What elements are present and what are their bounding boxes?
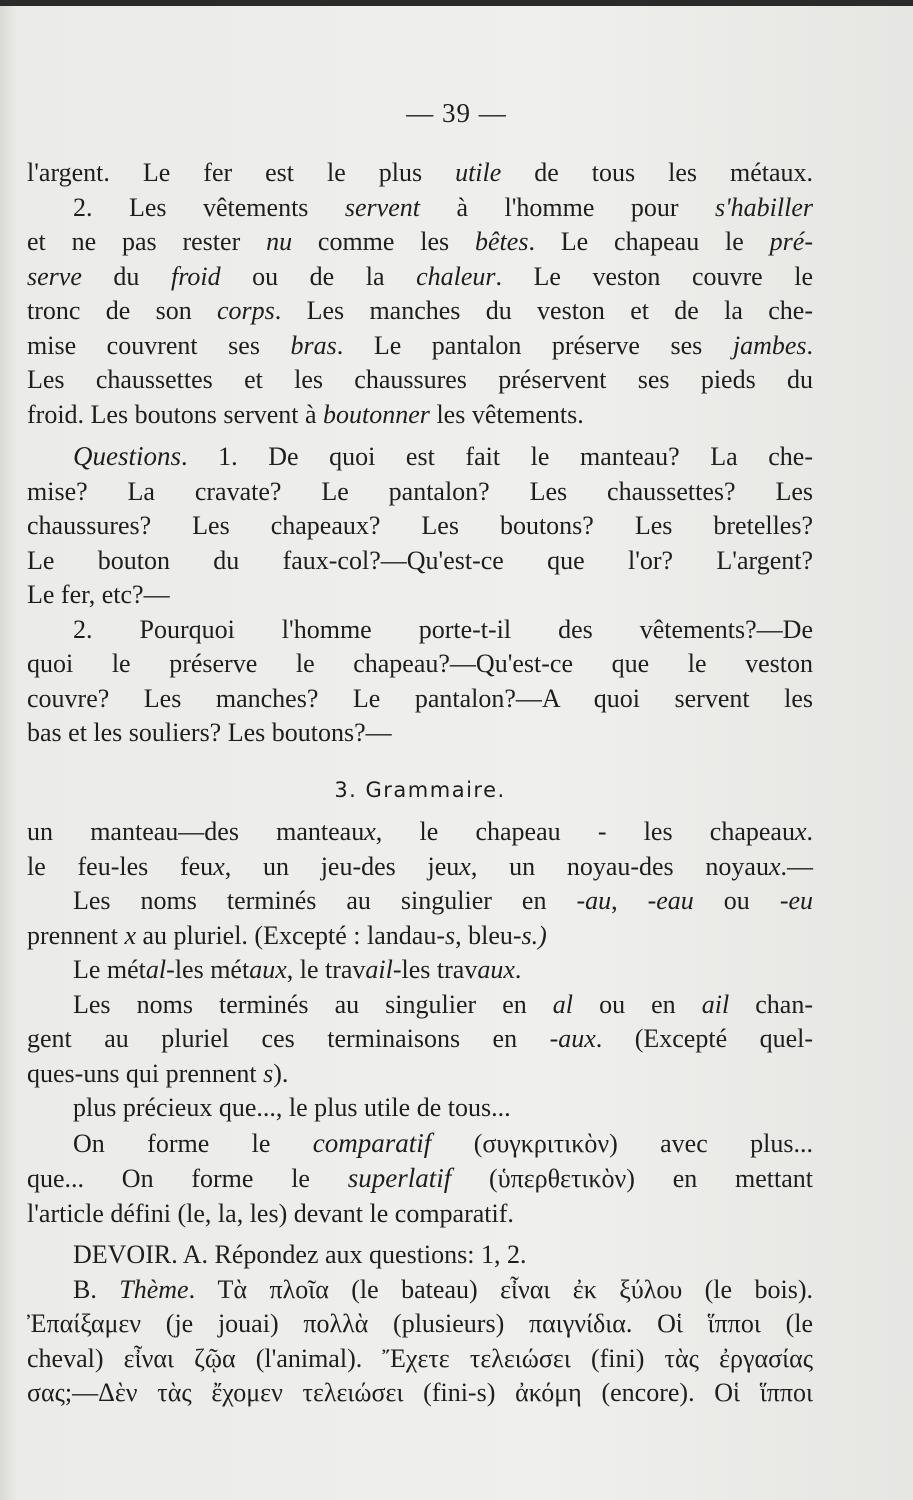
text-line: ques-uns qui prennent s).: [27, 1058, 289, 1088]
text-line: tronc de son corps. Les manches du veston et de la che-: [27, 296, 813, 325]
text-line: et ne pas rester nu comme les bêtes. Le chapeau le pré-: [27, 227, 813, 256]
text-line: bas et les souliers? Les boutons?—: [27, 718, 392, 747]
text-line: Les noms terminés au singulier en -au, -eau ou -eu: [73, 886, 814, 915]
text-line: Les chaussettes et les chaussures préservent ses pieds du: [27, 365, 813, 394]
text-line: Ἐπαίξαμεν (je jouai) πολλὰ (plusieurs) παιγνίδια. Οἱ ἵπποι (le: [27, 1309, 813, 1338]
questions-label: Questions: [73, 441, 181, 471]
text-line: quoi le préserve le chapeau?—Qu'est-ce que le veston: [27, 649, 813, 678]
text-line: On forme le comparatif (συγκριτικὸν) avec plus...: [73, 1127, 813, 1158]
text-line: froid. Les boutons servent à boutonner les vêtements.: [27, 399, 584, 429]
text-line: Le bouton du faux-col?—Qu'est-ce que l'or? L'argent?: [27, 545, 813, 575]
text-line: σας;—Δὲν τὰς ἔχομεν τελειώσει (fini-s) ἀκόμη (encore). Οἱ ἵπποι: [27, 1378, 813, 1407]
page-number: — 39 —: [406, 98, 507, 128]
section-heading: 3. Grammaire.: [334, 777, 506, 802]
text-line: B. Thème. Τὰ πλοῖα (le bateau) εἶναι ἐκ ξύλου (le bois).: [73, 1274, 813, 1304]
text-line: l'article défini (le, la, les) devant le comparatif.: [27, 1198, 514, 1228]
text-line: plus précieux que..., le plus utile de tous...: [73, 1093, 511, 1122]
text-line: mise couvrent ses bras. Le pantalon préserve ses jambes.: [27, 330, 814, 360]
text-line: Le fer, etc?—: [27, 580, 170, 609]
text-line: gent au pluriel ces terminaisons en -aux. (Excepté quel-: [27, 1024, 813, 1053]
text-line: serve du froid ou de la chaleur. Le veston couvre le: [27, 261, 813, 291]
text-line: le feu-les feux, un jeu-des jeux, un noyau-des noyaux.—: [27, 851, 814, 881]
text-line: que... On forme le superlatif (ὑπερθετικὸν) en mettant: [27, 1163, 813, 1193]
text-line: 2. Les vêtements servent à l'homme pour s'habiller: [73, 192, 814, 222]
text-line: 2. Pourquoi l'homme porte-t-il des vêtements?—De: [73, 614, 813, 644]
text-line: mise? La cravate? Le pantalon? Les chaussettes? Les: [27, 476, 813, 506]
text-line: cheval) εἶναι ζῷα (l'animal). Ἔχετε τελειώσει (fini) τὰς ἐργασίας: [27, 1343, 813, 1373]
text-line: DEVOIR. A. Répondez aux questions: 1, 2.: [73, 1240, 527, 1269]
questions-line: Questions. 1. De quoi est fait le manteau? La che-: [73, 441, 813, 471]
text-line: chaussures? Les chapeaux? Les boutons? Les bretelles?: [27, 511, 813, 540]
text-line: Les noms terminés au singulier en al ou en ail chan-: [73, 989, 813, 1019]
text-line: prennent x au pluriel. (Excepté : landau-s, bleu-s.): [27, 920, 547, 950]
text-line: l'argent. Le fer est le plus utile de tous les métaux.: [27, 158, 813, 187]
text-line: couvre? Les manches? Le pantalon?—A quoi servent les: [27, 683, 813, 713]
page-body: [27, 156, 813, 1411]
text-line: Le métal-les métaux, le travail-les travaux.: [73, 955, 522, 984]
text-line: un manteau—des manteaux, le chapeau - les chapeaux.: [27, 817, 813, 846]
theme-label: Thème: [119, 1274, 189, 1304]
